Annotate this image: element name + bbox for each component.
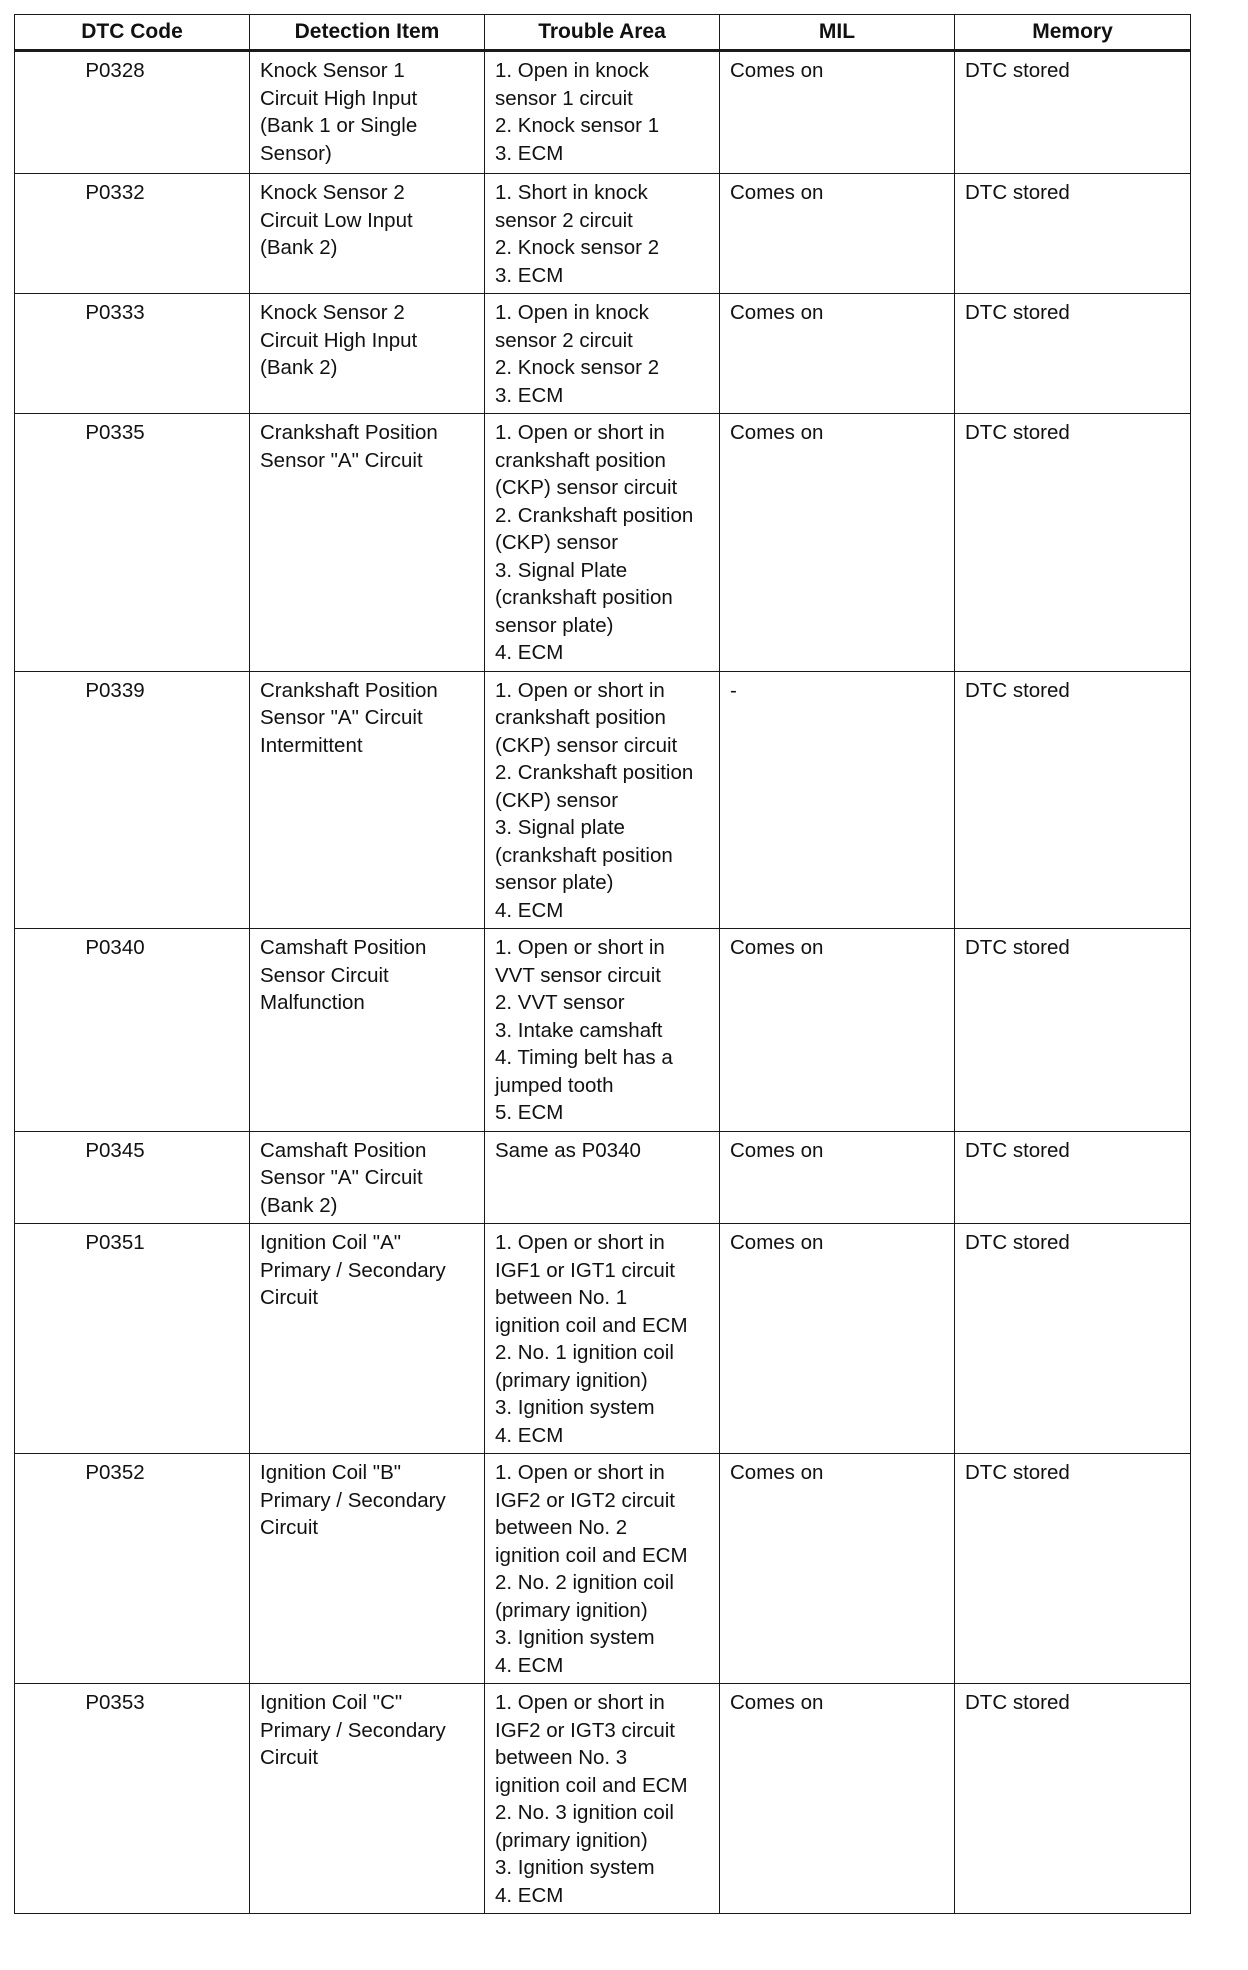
trouble-area-cell-line: (CKP) sensor circuit bbox=[495, 733, 678, 757]
header-mil: MIL bbox=[720, 15, 955, 51]
detection-item-cell bbox=[250, 1131, 485, 1224]
trouble-area-cell-line: (crankshaft position bbox=[495, 843, 673, 867]
table-row bbox=[15, 1454, 1191, 1684]
detection-item-cell bbox=[250, 1684, 485, 1914]
trouble-area-cell-line: 3. Ignition system bbox=[495, 1396, 655, 1419]
trouble-area-cell-line: between No. 2 bbox=[495, 1516, 628, 1539]
table-row bbox=[15, 671, 1191, 929]
trouble-area-cell-line: sensor 1 circuit bbox=[495, 86, 633, 110]
dtc-table bbox=[14, 14, 1191, 1914]
dtc-code-cell: P0351 bbox=[15, 1224, 250, 1454]
memory-cell: DTC stored bbox=[955, 294, 1191, 414]
trouble-area-cell-line: 3. Ignition system bbox=[495, 1856, 655, 1879]
trouble-area-cell-line: between No. 1 bbox=[495, 1286, 628, 1309]
detection-item-cell-line: Primary / Secondary bbox=[260, 1258, 446, 1282]
detection-item-cell bbox=[250, 414, 485, 672]
trouble-area-cell bbox=[485, 294, 720, 414]
detection-item-cell bbox=[250, 294, 485, 414]
detection-item-cell-line: Camshaft Position bbox=[260, 936, 427, 959]
trouble-area-cell-line: IGF2 or IGT2 circuit bbox=[495, 1488, 675, 1512]
trouble-area-cell-line: 1. Open in knock bbox=[495, 59, 649, 82]
mil-cell: Comes on bbox=[720, 929, 955, 1132]
detection-item-cell-line: Circuit bbox=[260, 1286, 319, 1309]
header-memory: Memory bbox=[955, 15, 1191, 51]
memory-cell: DTC stored bbox=[955, 929, 1191, 1132]
trouble-area-cell-line: sensor plate) bbox=[495, 871, 614, 894]
trouble-area-cell-line: 2. Crankshaft position bbox=[495, 503, 694, 527]
detection-item-cell-line: Sensor "A" Circuit bbox=[260, 706, 423, 729]
memory-cell: DTC stored bbox=[955, 1454, 1191, 1684]
trouble-area-cell bbox=[485, 51, 720, 174]
table-row bbox=[15, 414, 1191, 672]
detection-item-cell-line: Knock Sensor 2 bbox=[260, 301, 405, 324]
memory-cell: DTC stored bbox=[955, 51, 1191, 174]
trouble-area-cell-line: IGF1 or IGT1 circuit bbox=[495, 1258, 675, 1282]
trouble-area-cell-line: 4. Timing belt has a bbox=[495, 1046, 673, 1069]
trouble-area-cell-line: (CKP) sensor bbox=[495, 531, 619, 554]
mil-cell: Comes on bbox=[720, 1684, 955, 1914]
detection-item-cell-line: Circuit bbox=[260, 1746, 319, 1769]
trouble-area-cell bbox=[485, 1131, 720, 1224]
trouble-area-cell-line: 2. Crankshaft position bbox=[495, 761, 694, 784]
table-body bbox=[15, 51, 1191, 1914]
detection-item-cell bbox=[250, 51, 485, 174]
trouble-area-cell-line: 1. Open or short in bbox=[495, 1691, 665, 1714]
table-row bbox=[15, 174, 1191, 294]
trouble-area-cell-line: sensor 2 circuit bbox=[495, 208, 633, 232]
trouble-area-cell-line: crankshaft position bbox=[495, 448, 666, 472]
dtc-code-cell: P0332 bbox=[15, 174, 250, 294]
detection-item-cell bbox=[250, 929, 485, 1132]
trouble-area-cell-line: Same as P0340 bbox=[495, 1138, 641, 1162]
trouble-area-cell-line: 4. ECM bbox=[495, 1653, 564, 1677]
detection-item-cell-line: Primary / Secondary bbox=[260, 1718, 446, 1742]
trouble-area-cell-line: 2. No. 3 ignition coil bbox=[495, 1801, 674, 1824]
detection-item-cell bbox=[250, 174, 485, 294]
trouble-area-cell-line: sensor plate) bbox=[495, 613, 614, 637]
table-row bbox=[15, 51, 1191, 174]
trouble-area-cell-line: 4. ECM bbox=[495, 641, 564, 664]
detection-item-cell-line: Primary / Secondary bbox=[260, 1488, 446, 1512]
detection-item-cell-line: Circuit High Input bbox=[260, 86, 418, 110]
trouble-area-cell-line: 1. Open or short in bbox=[495, 936, 665, 959]
trouble-area-cell-line: ignition coil and ECM bbox=[495, 1773, 688, 1797]
trouble-area-cell-line: 3. Signal Plate bbox=[495, 558, 628, 582]
trouble-area-cell-line: 3. ECM bbox=[495, 383, 564, 407]
detection-item-cell-line: (Bank 2) bbox=[260, 1193, 338, 1217]
detection-item-cell-line: Circuit Low Input bbox=[260, 208, 413, 232]
detection-item-cell-line: Sensor Circuit bbox=[260, 963, 389, 987]
mil-cell: Comes on bbox=[720, 1131, 955, 1224]
detection-item-cell-line: Sensor "A" Circuit bbox=[260, 1166, 423, 1189]
dtc-code-cell: P0328 bbox=[15, 51, 250, 174]
trouble-area-cell-line: 4. ECM bbox=[495, 898, 564, 922]
trouble-area-cell-line: sensor 2 circuit bbox=[495, 328, 633, 352]
detection-item-cell bbox=[250, 1454, 485, 1684]
table-header bbox=[15, 15, 1191, 51]
detection-item-cell-line: Circuit High Input bbox=[260, 328, 418, 352]
trouble-area-cell bbox=[485, 671, 720, 929]
trouble-area-cell-line: 5. ECM bbox=[495, 1101, 564, 1124]
trouble-area-cell bbox=[485, 414, 720, 672]
trouble-area-cell-line: ignition coil and ECM bbox=[495, 1543, 688, 1567]
trouble-area-cell-line: 3. Intake camshaft bbox=[495, 1018, 663, 1042]
trouble-area-cell-line: 1. Open or short in bbox=[495, 678, 665, 702]
detection-item-cell-line: Malfunction bbox=[260, 991, 365, 1014]
dtc-code-cell: P0352 bbox=[15, 1454, 250, 1684]
trouble-area-cell bbox=[485, 1684, 720, 1914]
table-row bbox=[15, 294, 1191, 414]
detection-item-cell-line: (Bank 1 or Single bbox=[260, 114, 418, 137]
trouble-area-cell-line: 1. Open or short in bbox=[495, 1461, 665, 1484]
trouble-area-cell-line: 2. Knock sensor 2 bbox=[495, 236, 660, 259]
dtc-code-cell: P0353 bbox=[15, 1684, 250, 1914]
table-row bbox=[15, 1224, 1191, 1454]
dtc-code-cell: P0340 bbox=[15, 929, 250, 1132]
header-trouble-area: Trouble Area bbox=[485, 15, 720, 51]
dtc-code-cell: P0335 bbox=[15, 414, 250, 672]
trouble-area-cell-line: (primary ignition) bbox=[495, 1598, 648, 1622]
trouble-area-cell-line: 1. Short in knock bbox=[495, 181, 648, 204]
trouble-area-cell-line: 2. Knock sensor 1 bbox=[495, 114, 660, 137]
trouble-area-cell bbox=[485, 1224, 720, 1454]
trouble-area-cell-line: IGF2 or IGT3 circuit bbox=[495, 1718, 675, 1742]
trouble-area-cell-line: 2. No. 2 ignition coil bbox=[495, 1571, 674, 1594]
header-detection-item: Detection Item bbox=[250, 15, 485, 51]
header-dtc-code: DTC Code bbox=[15, 15, 250, 51]
trouble-area-cell bbox=[485, 929, 720, 1132]
trouble-area-cell-line: 2. Knock sensor 2 bbox=[495, 356, 660, 379]
detection-item-cell-line: (Bank 2) bbox=[260, 236, 338, 259]
detection-item-cell-line: (Bank 2) bbox=[260, 356, 338, 379]
header-row bbox=[15, 15, 1191, 51]
trouble-area-cell-line: 4. ECM bbox=[495, 1423, 564, 1447]
trouble-area-cell bbox=[485, 1454, 720, 1684]
trouble-area-cell-line: 3. ECM bbox=[495, 141, 564, 165]
trouble-area-cell-line: VVT sensor circuit bbox=[495, 963, 661, 987]
memory-cell: DTC stored bbox=[955, 1131, 1191, 1224]
memory-cell: DTC stored bbox=[955, 1684, 1191, 1914]
memory-cell: DTC stored bbox=[955, 1224, 1191, 1454]
table-row bbox=[15, 929, 1191, 1132]
dtc-code-cell: P0345 bbox=[15, 1131, 250, 1224]
trouble-area-cell-line: 1. Open or short in bbox=[495, 1231, 665, 1254]
memory-cell: DTC stored bbox=[955, 671, 1191, 929]
trouble-area-cell-line: between No. 3 bbox=[495, 1746, 628, 1769]
detection-item-cell-line: Knock Sensor 2 bbox=[260, 181, 405, 204]
mil-cell: Comes on bbox=[720, 294, 955, 414]
dtc-code-cell: P0339 bbox=[15, 671, 250, 929]
detection-item-cell-line: Knock Sensor 1 bbox=[260, 59, 405, 82]
detection-item-cell-line: Crankshaft Position bbox=[260, 678, 438, 702]
table-row bbox=[15, 1684, 1191, 1914]
mil-cell: Comes on bbox=[720, 174, 955, 294]
trouble-area-cell-line: 3. Signal plate bbox=[495, 816, 625, 839]
trouble-area-cell-line: (crankshaft position bbox=[495, 586, 673, 609]
detection-item-cell-line: Circuit bbox=[260, 1516, 319, 1539]
trouble-area-cell-line: crankshaft position bbox=[495, 706, 666, 729]
detection-item-cell-line: Ignition Coil "B" bbox=[260, 1461, 402, 1484]
detection-item-cell-line: Crankshaft Position bbox=[260, 421, 438, 444]
detection-item-cell bbox=[250, 671, 485, 929]
trouble-area-cell bbox=[485, 174, 720, 294]
table-row bbox=[15, 1131, 1191, 1224]
memory-cell: DTC stored bbox=[955, 174, 1191, 294]
mil-cell: - bbox=[720, 671, 955, 929]
mil-cell: Comes on bbox=[720, 1224, 955, 1454]
detection-item-cell bbox=[250, 1224, 485, 1454]
memory-cell: DTC stored bbox=[955, 414, 1191, 672]
detection-item-cell-line: Sensor) bbox=[260, 141, 332, 165]
trouble-area-cell-line: 2. No. 1 ignition coil bbox=[495, 1341, 674, 1364]
trouble-area-cell-line: (CKP) sensor circuit bbox=[495, 476, 678, 499]
detection-item-cell-line: Intermittent bbox=[260, 733, 363, 757]
trouble-area-cell-line: (primary ignition) bbox=[495, 1828, 648, 1852]
trouble-area-cell-line: 2. VVT sensor bbox=[495, 991, 625, 1014]
trouble-area-cell-line: 1. Open in knock bbox=[495, 301, 649, 324]
trouble-area-cell-line: 3. Ignition system bbox=[495, 1626, 655, 1649]
mil-cell: Comes on bbox=[720, 1454, 955, 1684]
trouble-area-cell-line: (CKP) sensor bbox=[495, 788, 619, 812]
trouble-area-cell-line: jumped tooth bbox=[495, 1073, 614, 1097]
detection-item-cell-line: Ignition Coil "C" bbox=[260, 1691, 403, 1714]
detection-item-cell-line: Ignition Coil "A" bbox=[260, 1231, 402, 1254]
trouble-area-cell-line: 1. Open or short in bbox=[495, 421, 665, 444]
detection-item-cell-line: Camshaft Position bbox=[260, 1138, 427, 1162]
trouble-area-cell-line: 4. ECM bbox=[495, 1883, 564, 1907]
trouble-area-cell-line: ignition coil and ECM bbox=[495, 1313, 688, 1337]
trouble-area-cell-line: (primary ignition) bbox=[495, 1368, 648, 1392]
mil-cell: Comes on bbox=[720, 51, 955, 174]
dtc-code-cell: P0333 bbox=[15, 294, 250, 414]
detection-item-cell-line: Sensor "A" Circuit bbox=[260, 448, 423, 472]
trouble-area-cell-line: 3. ECM bbox=[495, 263, 564, 287]
mil-cell: Comes on bbox=[720, 414, 955, 672]
